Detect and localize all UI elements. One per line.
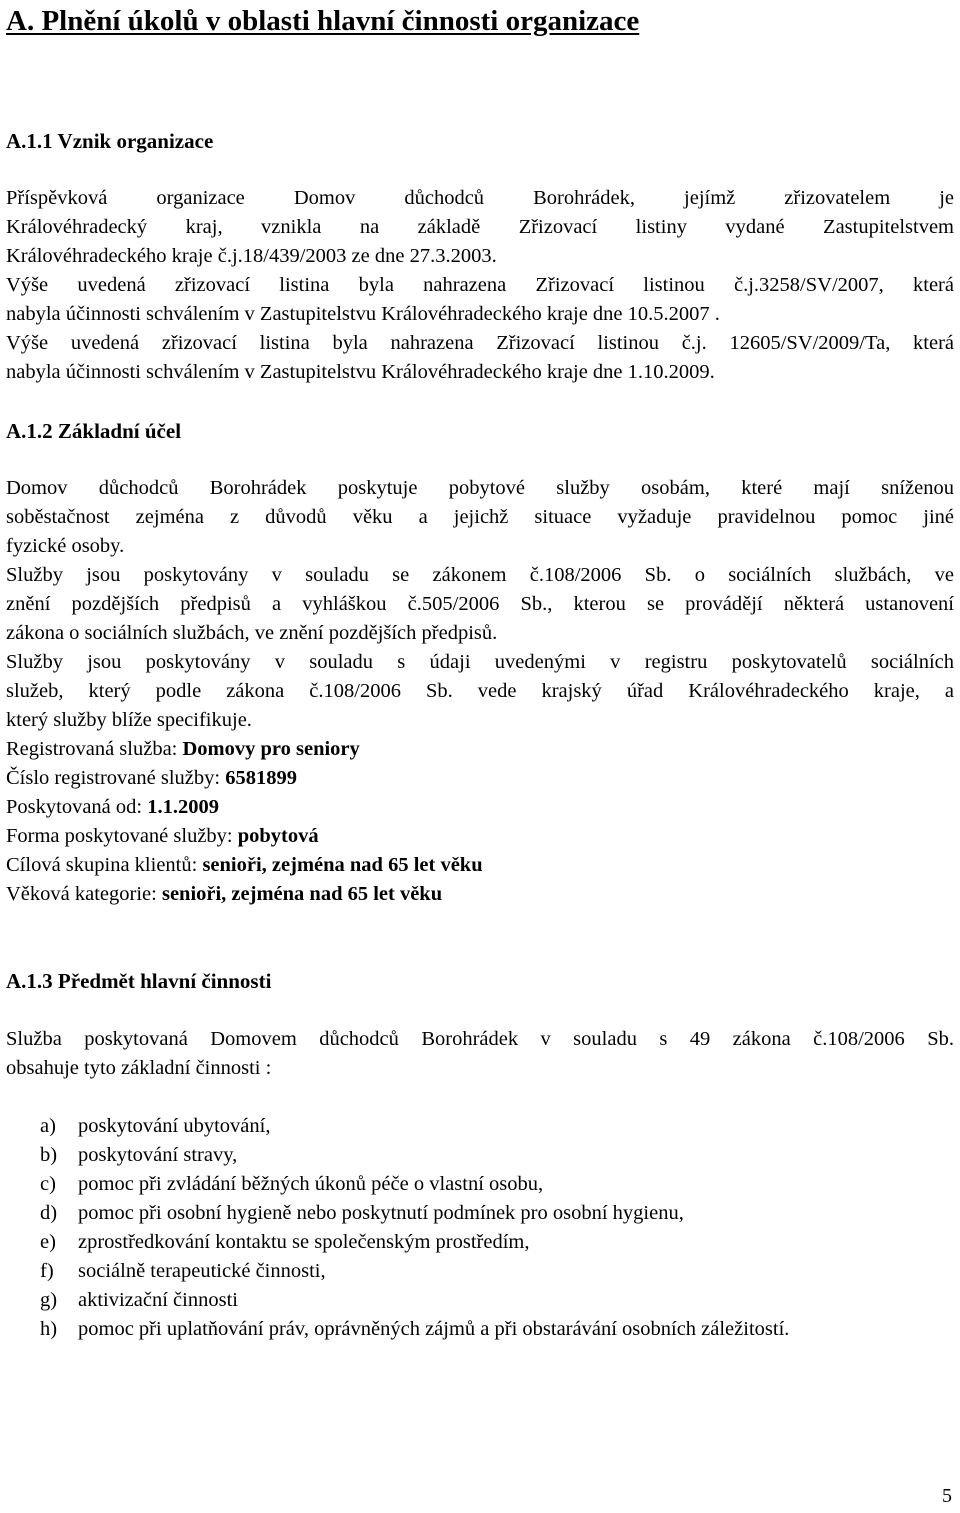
page-title: A. Plnění úkolů v oblasti hlavní činnosti organizace (6, 5, 640, 37)
detail-value: 1.1.2009 (147, 796, 219, 818)
list-item-label: g) (40, 1289, 58, 1311)
text-line: zákona o sociálních službách, ve znění pozdějších předpisů. (6, 622, 498, 644)
detail-label: Poskytovaná od: (6, 796, 148, 818)
paragraph-ucel-3 (6, 648, 954, 735)
text-line: Královéhradeckého kraje č.j.18/439/2003 ze dne 27.3.2003. (6, 245, 497, 267)
detail-service-number (6, 764, 954, 793)
paragraph-predmet-intro (6, 1025, 954, 1083)
detail-value: senioři, zejména nad 65 let věku (202, 854, 483, 876)
list-item-text: pomoc při osobní hygieně nebo poskytnutí podmínek pro osobní hygienu, (78, 1202, 684, 1224)
list-item (40, 1199, 954, 1228)
paragraph-ucel-1 (6, 474, 954, 561)
service-details (6, 735, 954, 909)
section-heading-vznik: A.1.1 Vznik organizace (6, 129, 214, 153)
list-item-label: d) (40, 1202, 58, 1224)
detail-registered-service (6, 735, 954, 764)
text-line: fyzické osoby. (6, 535, 125, 557)
list-item-label: c) (40, 1173, 56, 1195)
detail-provided-since (6, 793, 954, 822)
text-line: který služby blíže specifikuje. (6, 709, 252, 731)
page-number: 5 (942, 1485, 952, 1507)
detail-label: Věková kategorie: (6, 883, 162, 905)
list-item-label: b) (40, 1144, 58, 1166)
list-item (40, 1141, 954, 1170)
detail-value: senioři, zejména nad 65 let věku (161, 883, 443, 905)
paragraph-ucel-2 (6, 561, 954, 648)
list-item-text: pomoc při uplatňování práv, oprávněných zájmů a při obstarávání osobních záležitostí. (78, 1318, 790, 1340)
text-line: nabyla účinnosti schválením v Zastupitelstvu Královéhradeckého kraje dne 10.5.2007 . (6, 303, 720, 325)
text-line: služeb, který podle zákona č.108/2006 Sb. vede krajský úřad Královéhradeckého kraje, a (6, 680, 954, 702)
list-item (40, 1112, 954, 1141)
list-item-label: e) (40, 1231, 56, 1253)
list-item-text: sociálně terapeutické činnosti, (78, 1260, 326, 1282)
detail-value: 6581899 (225, 767, 297, 789)
list-item (40, 1286, 954, 1315)
detail-service-form (6, 822, 954, 851)
list-item-label: f) (40, 1260, 54, 1282)
text-line: Příspěvková organizace Domov důchodců Borohrádek, jejímž zřizovatelem je (6, 187, 954, 209)
list-item (40, 1228, 954, 1257)
text-line: Výše uvedená zřizovací listina byla nahrazena Zřizovací listinou č.j. 12605/SV/2009/Ta, která (6, 332, 954, 354)
text-line: Domov důchodců Borohrádek poskytuje pobytové služby osobám, které mají sníženou (6, 477, 954, 499)
list-item (40, 1170, 954, 1199)
list-item-label: a) (40, 1115, 56, 1137)
paragraph-vznik-1 (6, 184, 954, 271)
paragraph-vznik-3 (6, 329, 954, 387)
detail-label: Cílová skupina klientů: (6, 854, 203, 876)
detail-age-category (6, 880, 954, 909)
section-heading-zakladni-ucel: A.1.2 Základní účel (6, 419, 182, 443)
paragraph-vznik-2 (6, 271, 954, 329)
detail-value: pobytová (237, 825, 319, 847)
text-line: soběstačnost zejména z důvodů věku a jejichž situace vyžaduje pravidelnou pomoc jiné (6, 506, 954, 528)
section-heading-predmet-cinnosti: A.1.3 Předmět hlavní činnosti (6, 969, 272, 993)
list-item (40, 1257, 954, 1286)
text-line: obsahuje tyto základní činnosti : (6, 1057, 272, 1079)
text-line: znění pozdějších předpisů a vyhláškou č.505/2006 Sb., kterou se provádějí některá ustanovení (6, 593, 954, 615)
list-item-text: pomoc při zvládání běžných úkonů péče o vlastní osobu, (78, 1173, 544, 1195)
text-line: Královéhradecký kraj, vznikla na základě Zřizovací listiny vydané Zastupitelstvem (6, 216, 954, 238)
detail-value: Domovy pro seniory (182, 738, 360, 760)
list-item-text: zprostředkování kontaktu se společenským prostředím, (78, 1231, 530, 1253)
list-item-text: aktivizační činnosti (78, 1289, 238, 1311)
list-item-text: poskytování ubytování, (78, 1115, 271, 1137)
activities-list (40, 1112, 954, 1344)
detail-label: Registrovaná služba: (6, 738, 183, 760)
detail-label: Číslo registrované služby: (6, 767, 226, 789)
text-line: nabyla účinnosti schválením v Zastupitelstvu Královéhradeckého kraje dne 1.10.2009. (6, 361, 715, 383)
text-line: Výše uvedená zřizovací listina byla nahrazena Zřizovací listinou č.j.3258/SV/2007, která (6, 274, 954, 296)
detail-label: Forma poskytované služby: (6, 825, 238, 847)
text-line: Služby jsou poskytovány v souladu se zákonem č.108/2006 Sb. o sociálních službách, ve (6, 564, 954, 586)
text-line: Služby jsou poskytovány v souladu s údaji uvedenými v registru poskytovatelů sociálních (6, 651, 954, 673)
detail-target-group (6, 851, 954, 880)
list-item-text: poskytování stravy, (78, 1144, 238, 1166)
list-item (40, 1315, 954, 1344)
list-item-label: h) (40, 1318, 58, 1340)
text-line: Služba poskytovaná Domovem důchodců Borohrádek v souladu s 49 zákona č.108/2006 Sb. (6, 1028, 954, 1050)
